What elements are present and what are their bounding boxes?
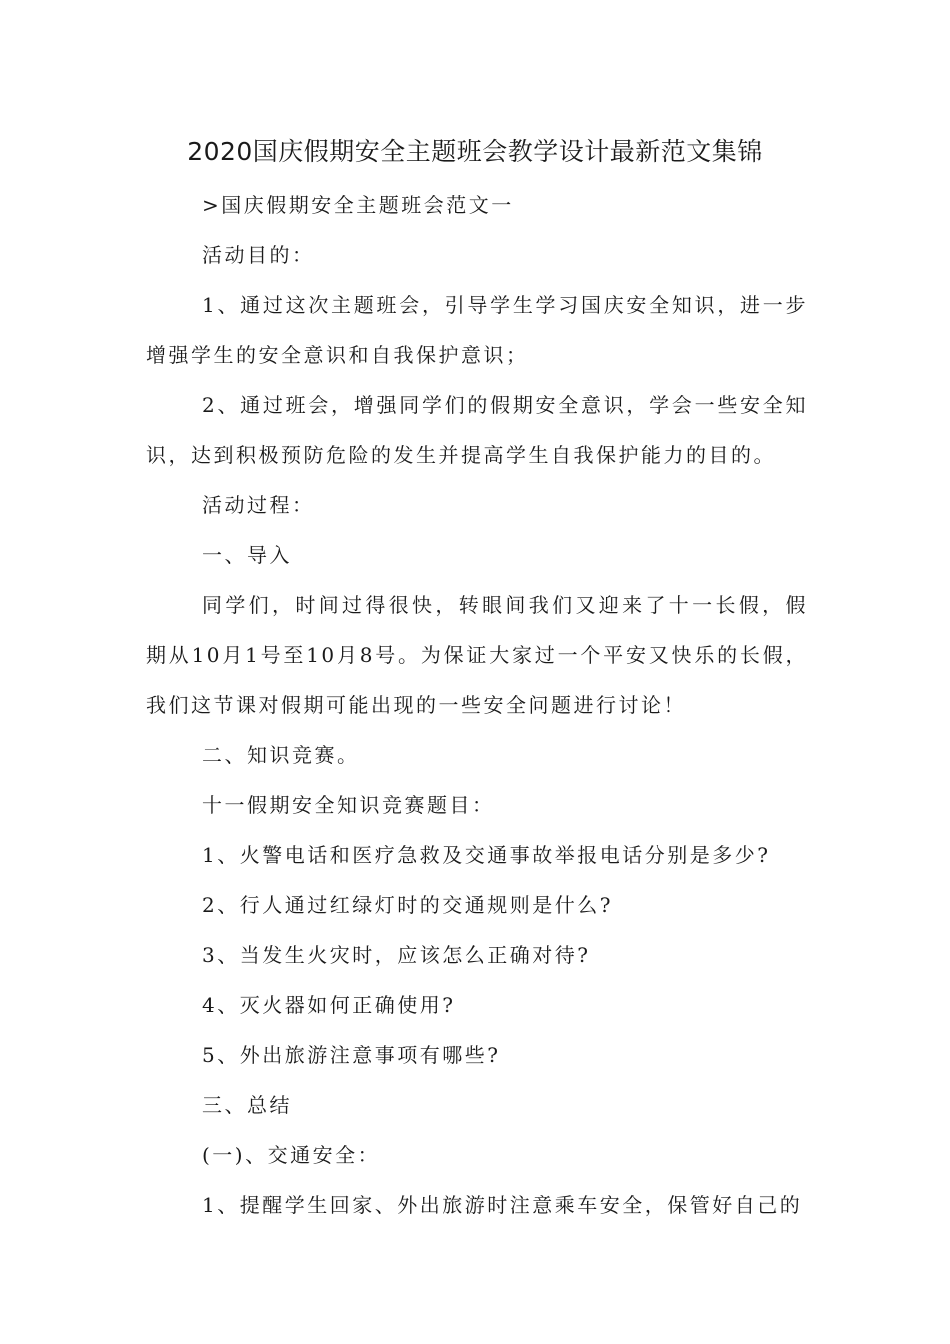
paragraph-quiz-question-4: 4、灭火器如何正确使用? — [202, 993, 456, 1017]
paragraph-goal-2: 2、通过班会，增强同学们的假期安全意识，学会一些安全知识，达到积极预防危险的发生并提高学生自我保护能力的目的。 — [146, 393, 808, 467]
paragraph-traffic-safety-1: 1、提醒学生回家、外出旅游时注意乘车安全，保管好自己的 — [202, 1193, 803, 1217]
paragraph-quiz-question-2: 2、行人通过红绿灯时的交通规则是什么? — [202, 893, 613, 917]
paragraph-activity-process-label: 活动过程： — [202, 493, 315, 517]
paragraph-intro-heading: 一、导入 — [202, 543, 292, 567]
paragraph-goal-1: 1、通过这次主题班会，引导学生学习国庆安全知识，进一步增强学生的安全意识和自我保护意识； — [146, 293, 808, 367]
document-title: 2020国庆假期安全主题班会教学设计最新范文集锦 — [187, 137, 763, 166]
paragraph-quiz-question-5: 5、外出旅游注意事项有哪些? — [202, 1043, 501, 1067]
paragraph-section-heading: >国庆假期安全主题班会范文一 — [202, 193, 514, 217]
paragraph-quiz-question-1: 1、火警电话和医疗急救及交通事故举报电话分别是多少? — [202, 843, 771, 867]
document-body — [146, 180, 808, 1230]
paragraph-quiz-title: 十一假期安全知识竞赛题目： — [202, 793, 495, 817]
paragraph-summary-heading: 三、总结 — [202, 1093, 292, 1117]
paragraph-activity-goal-label: 活动目的： — [202, 243, 315, 267]
paragraph-quiz-question-3: 3、当发生火灾时，应该怎么正确对待? — [202, 943, 591, 967]
paragraph-intro-text: 同学们，时间过得很快，转眼间我们又迎来了十一长假，假期从10月1号至10月8号。为保证大家过一个平安又快乐的长假，我们这节课对假期可能出现的一些安全问题进行讨论！ — [146, 593, 808, 717]
paragraph-traffic-safety-heading: (一)、交通安全： — [202, 1143, 381, 1167]
paragraph-quiz-heading: 二、知识竞赛。 — [202, 743, 360, 767]
